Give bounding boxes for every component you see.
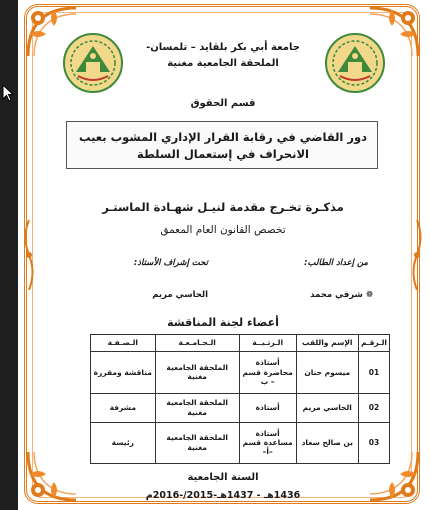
- header-university: الـجـامـعـة: [155, 335, 239, 352]
- table-row: [91, 393, 390, 422]
- header-rank: الـرتـبــة: [239, 335, 296, 352]
- cell-role: مشرفة: [91, 393, 156, 422]
- cell-name: الحاسي مريم: [296, 393, 359, 422]
- document-page: [18, 0, 430, 510]
- supervisor-label: تحت إشراف الأستاذ:: [133, 258, 208, 268]
- cell-number: 01: [359, 352, 390, 394]
- university-name: جامعة أبي بكر بلقايد – تلمسان-: [146, 42, 300, 53]
- academic-year-value: 1436هـ - 1437هـ-2015/-2016م: [145, 490, 301, 501]
- university-logo-icon: [324, 32, 386, 94]
- cell-rank: أستاذة: [239, 393, 296, 422]
- cell-role: مناقشة ومقررة: [91, 352, 156, 394]
- committee-title: أعضاء لجنة المناقشة: [167, 316, 279, 329]
- academic-year-label: السنة الجامعية: [187, 472, 259, 483]
- header-role: الـصـفـة: [91, 335, 156, 352]
- memo-subtitle: مذكـرة تخـرج مقدمة لنيـل شهـادة الماستـر: [102, 200, 344, 214]
- cell-name: ميسوم حنان: [296, 352, 359, 394]
- cell-number: 02: [359, 393, 390, 422]
- student-name: ❁ شرقي محمد: [310, 290, 373, 300]
- side-ornament-icon: [22, 220, 36, 290]
- cell-rank: أستاذة مساعدة قسم –أ–: [239, 422, 296, 464]
- annex-name: الملحقة الجامعية مغنية: [167, 58, 279, 69]
- corner-ornament-icon: [24, 448, 80, 504]
- supervisor-name: الحاسي مريم: [152, 290, 208, 300]
- thesis-title-line-1: دور القاضي في رقابة القرار الإداري المشوب بعيب: [78, 130, 368, 144]
- specialization: تخصص القانون العام المعمق: [160, 224, 286, 236]
- table-row: [91, 422, 390, 464]
- cell-name: بن صالح سعاد: [296, 422, 359, 464]
- cell-number: 03: [359, 422, 390, 464]
- side-ornament-icon: [410, 220, 424, 290]
- thesis-title-line-2: الانحراف في إستعمال السلطة: [136, 147, 310, 161]
- header-name: الإسم واللقب: [296, 335, 359, 352]
- department-name: قسم الحقوق: [190, 98, 256, 109]
- committee-table: [90, 334, 390, 464]
- university-logo-icon: [62, 32, 124, 94]
- header-number: الـرقـم: [359, 335, 390, 352]
- thesis-title-box: [66, 121, 378, 169]
- cell-role: رئيسة: [91, 422, 156, 464]
- table-row: [91, 352, 390, 394]
- cell-university: الملحقة الجامعية مغنية: [155, 422, 239, 464]
- cell-rank: أستاذة محاضرة قسم – ب: [239, 352, 296, 394]
- cell-university: الملحقة الجامعية مغنية: [155, 393, 239, 422]
- table-header-row: [91, 335, 390, 352]
- cell-university: الملحقة الجامعية مغنية: [155, 352, 239, 394]
- student-label: من إعداد الطالب:: [304, 258, 368, 268]
- mouse-cursor-icon: [2, 84, 14, 102]
